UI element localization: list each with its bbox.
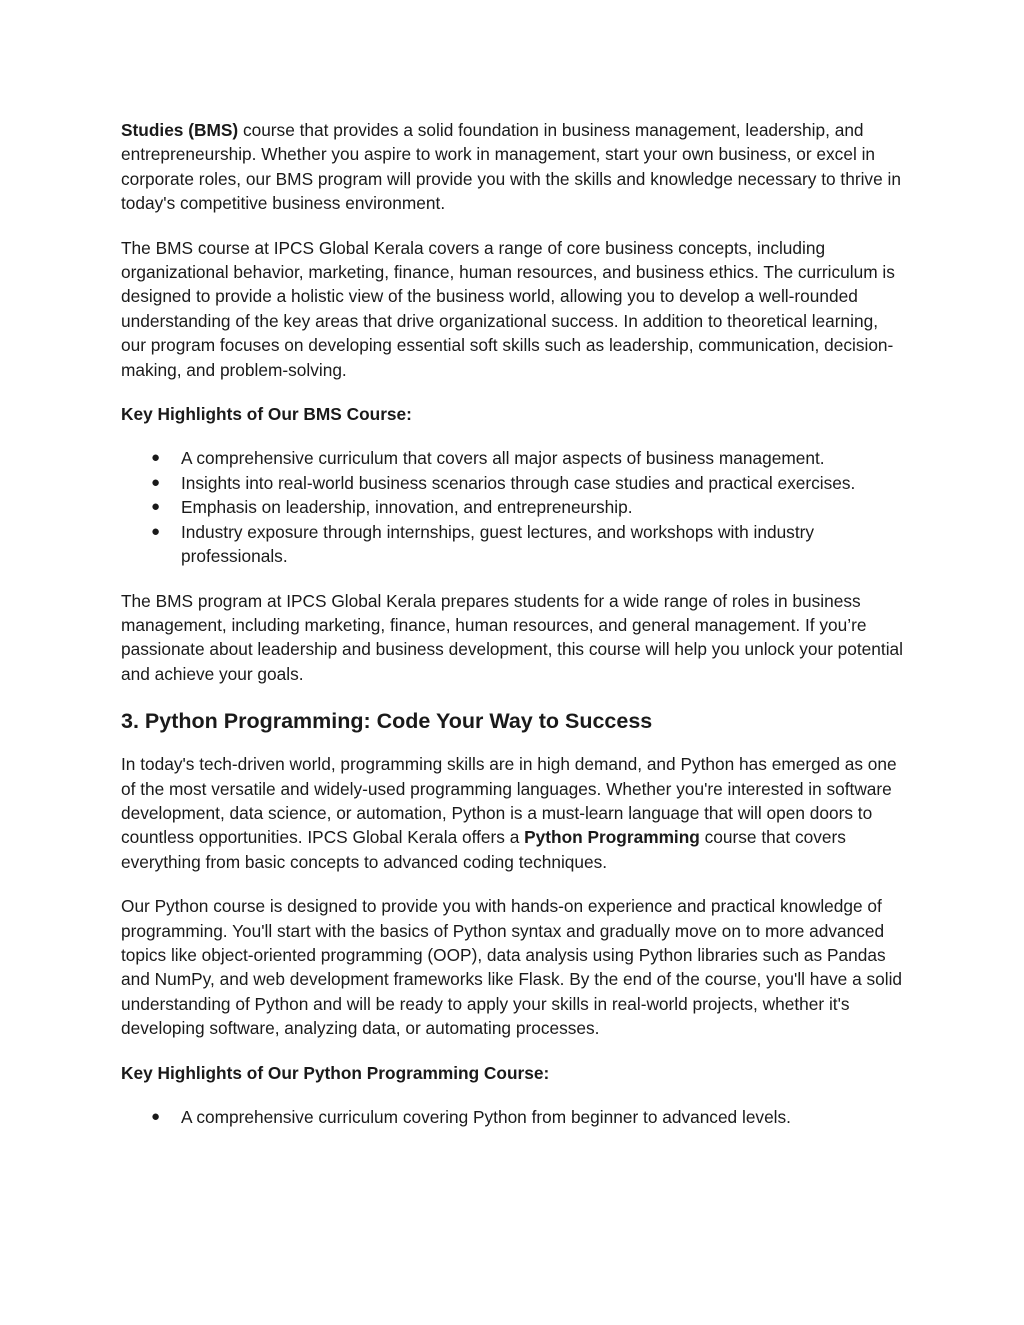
python-section-heading: 3. Python Programming: Code Your Way to Success: [121, 709, 653, 734]
bms-highlights-heading: Key Highlights of Our BMS Course:: [121, 404, 412, 425]
list-item-text: Emphasis on leadership, innovation, and entrepreneurship.: [181, 497, 633, 518]
bullet-icon: ●: [151, 1108, 161, 1125]
list-item: [151, 446, 906, 470]
bullet-icon: ●: [151, 498, 161, 516]
bms-course-name: Studies (BMS): [121, 120, 239, 140]
list-item-text: Industry exposure through internships, guest lectures, and workshops with industry professionals.: [181, 521, 815, 567]
python-highlights-heading: Key Highlights of Our Python Programming Course:: [121, 1062, 550, 1083]
bullet-icon: ●: [151, 449, 161, 467]
bms-career-paragraph: The BMS program at IPCS Global Kerala prepares students for a wide range of roles in business management, including marketing, finance, human resources, and general management. If you’re passionate about leadership and business development, this course will help you unlock your potential and achieve your goals.: [121, 590, 903, 684]
list-item-text: Insights into real-world business scenarios through case studies and practical exercises.: [181, 472, 856, 493]
bms-overview-paragraph: The BMS course at IPCS Global Kerala covers a range of core business concepts, including organizational behavior, marketing, finance, human resources, and business ethics. The curriculum is designed to provide a holistic view of the business world, allowing you to develop a well-rounded understanding of the key areas that drive organizational success. In addition to theoretical learning, our program focuses on developing essential soft skills such as leadership, communication, decision-making, and problem-solving.: [121, 237, 895, 380]
intro-paragraph: [121, 118, 906, 216]
list-item-text: A comprehensive curriculum covering Python from beginner to advanced levels.: [181, 1107, 791, 1127]
python-course-name: Python Programming: [524, 827, 700, 848]
list-item: [151, 495, 906, 519]
list-item: [151, 471, 906, 495]
python-intro-text-b: course that covers everything from basic concepts to advanced coding techniques.: [121, 827, 846, 872]
intro-paragraph-text: course that provides a solid foundation in business management, leadership, and entrepreneurship. Whether you aspire to work in management, start your own business, or excel in corporate roles, our BMS program will provide you with the skills and knowledge necessary to thrive in today's competitive business environment.: [121, 120, 901, 214]
bms-highlights-list: [121, 446, 906, 568]
list-item-text: A comprehensive curriculum that covers all major aspects of business management.: [181, 448, 825, 469]
list-item: [151, 1105, 906, 1129]
python-highlights-list: [121, 1105, 906, 1129]
bullet-icon: ●: [151, 473, 161, 491]
list-item: [151, 520, 906, 569]
python-intro-paragraph: [121, 752, 906, 874]
python-intro-text-a: In today's tech-driven world, programming skills are in high demand, and Python has emerged as one of the most versatile and widely-used programming languages. Whether you're interested in software development, data science, or automation, Python is a must-learn language that will open doors to countless opportunities. IPCS Global Kerala offers a: [121, 754, 897, 848]
bullet-icon: ●: [151, 522, 161, 540]
python-details-paragraph: Our Python course is designed to provide you with hands-on experience and practical knowledge of programming. You'll start with the basics of Python syntax and gradually move on to more advanced topics like object-oriented programming (OOP), data analysis using Python libraries such as Pandas and NumPy, and web development frameworks like Flask. By the end of the course, you'll have a solid understanding of Python and will be ready to apply your skills in real-world projects, whether it's developing software, analyzing data, or automating processes.: [121, 896, 903, 1039]
